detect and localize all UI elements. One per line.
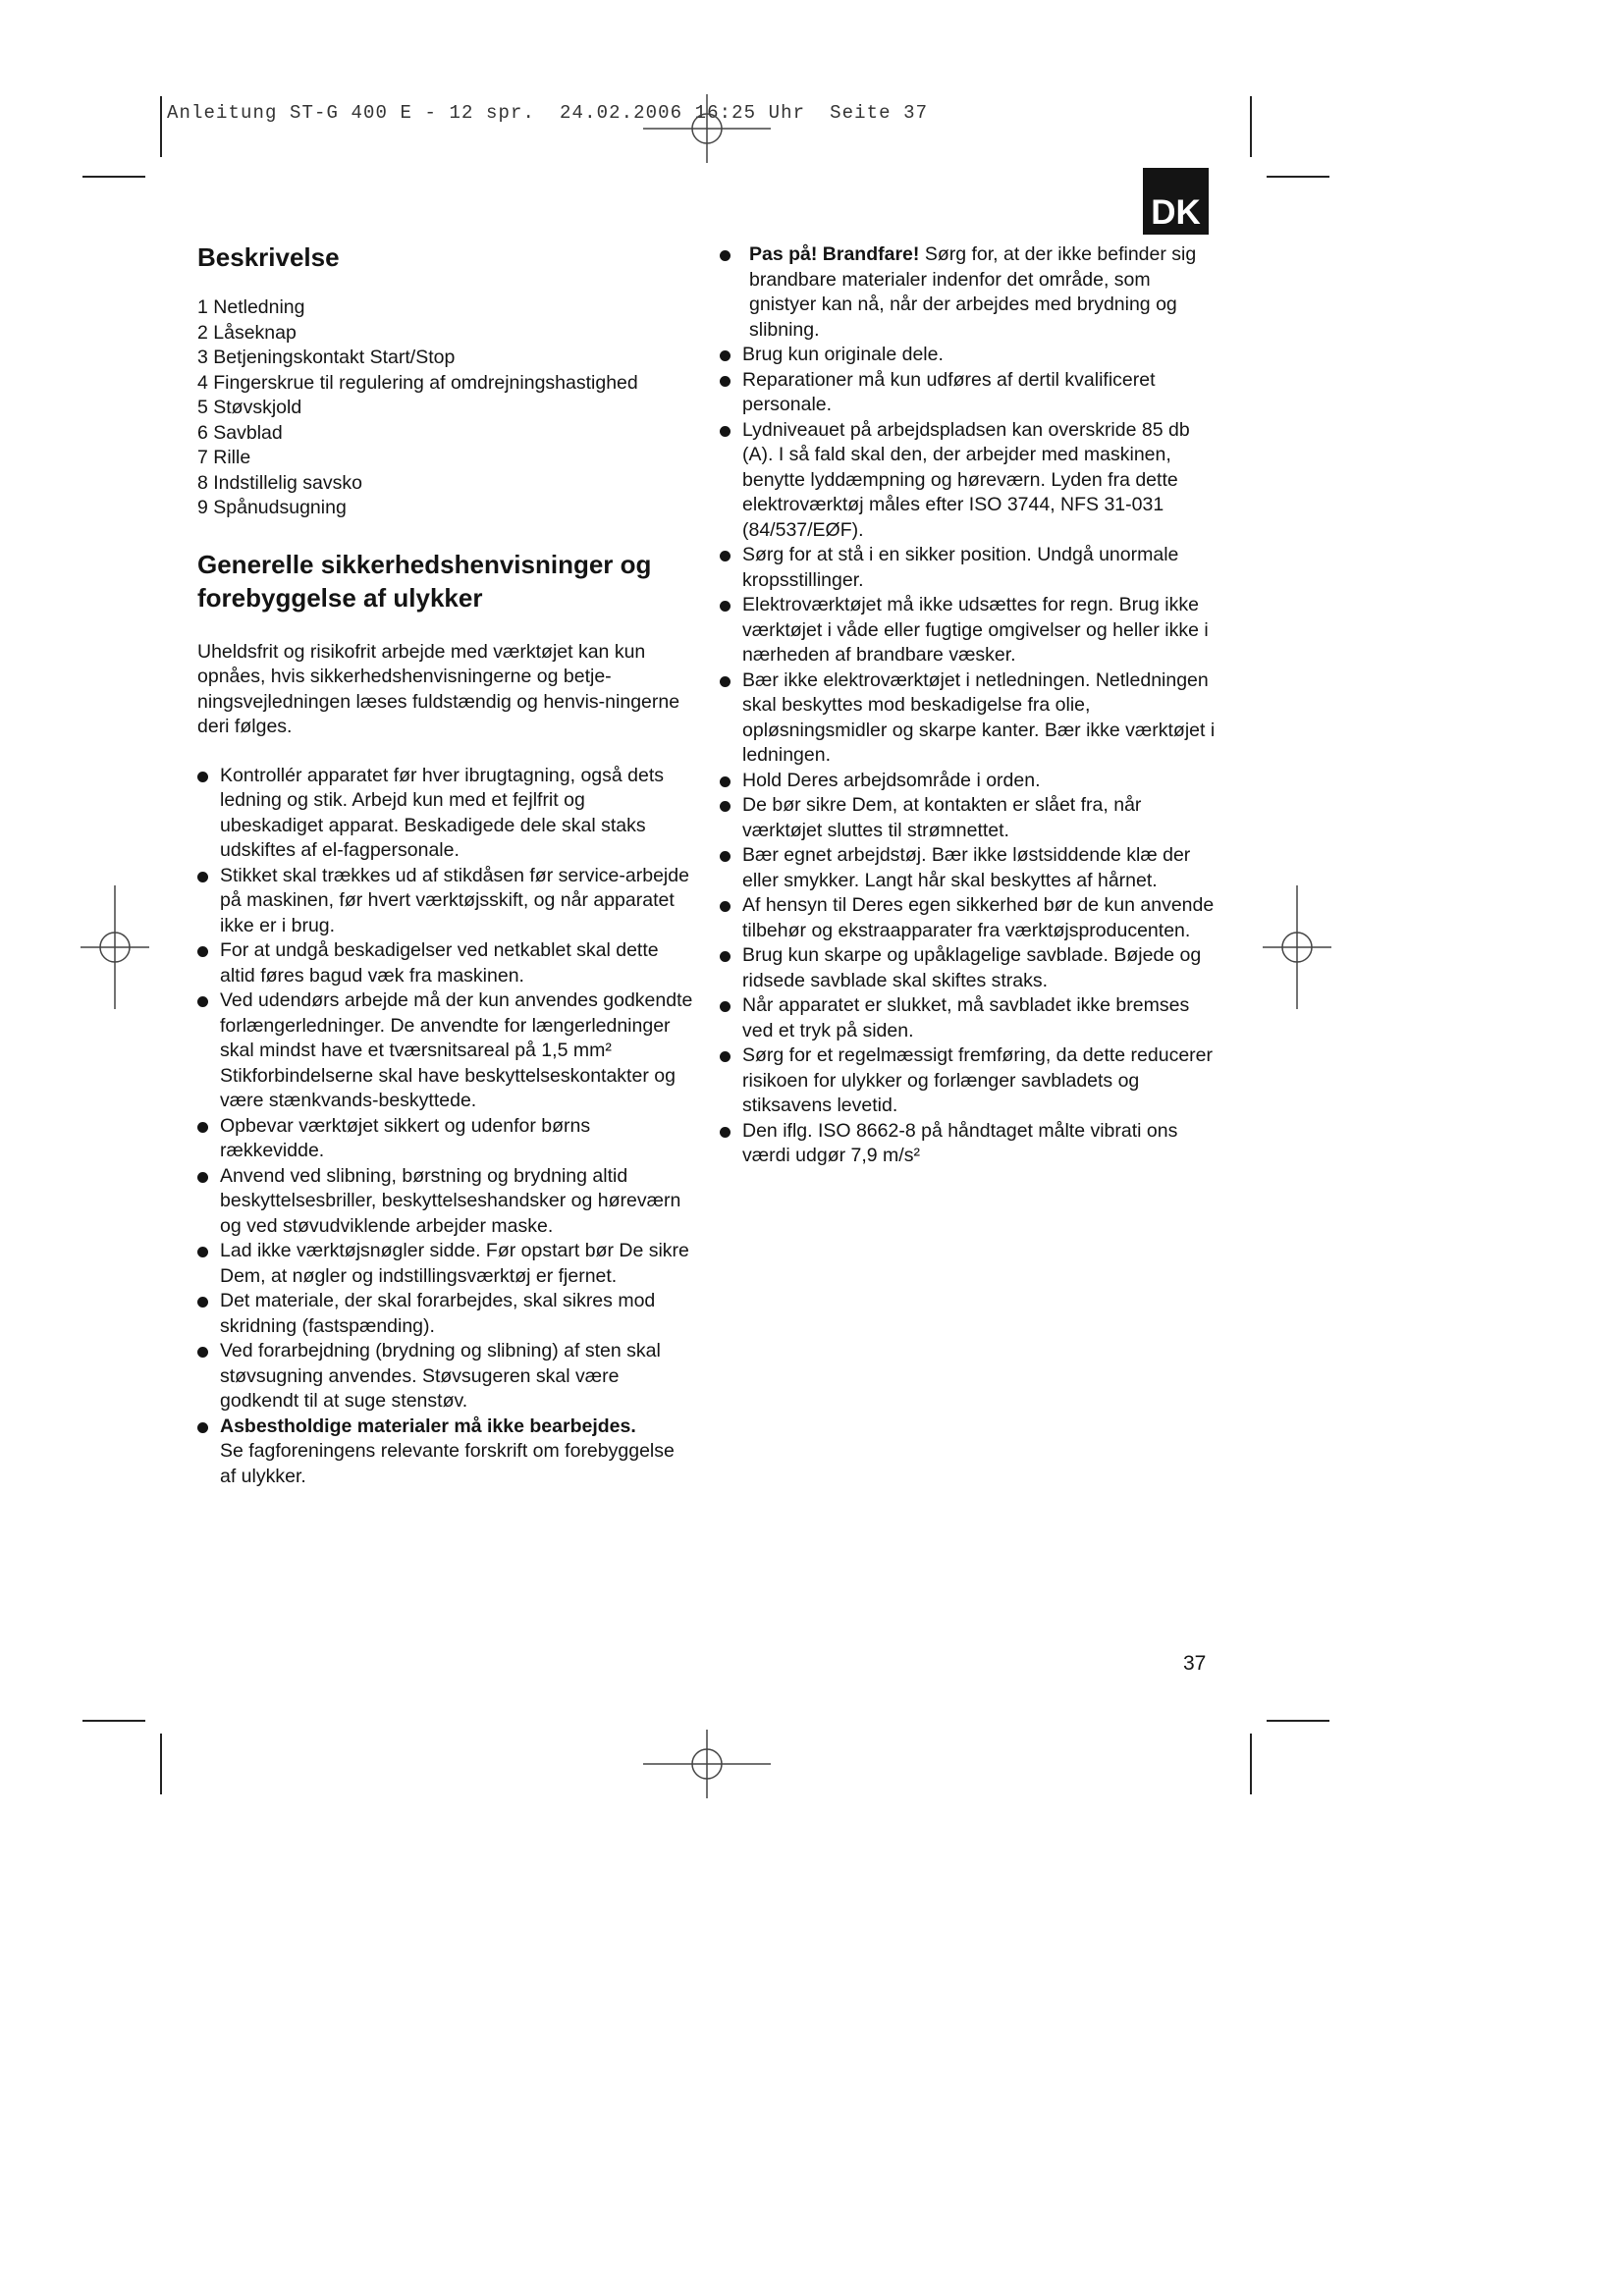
crop-mark-bottom-left-horizontal xyxy=(82,1720,145,1722)
safety-bullet: Hold Deres arbejdsområde i orden. xyxy=(720,769,1216,794)
bullet-dot-icon xyxy=(720,551,731,561)
safety-intro: Uheldsfrit og risikofrit arbejde med værktøjet kan kun opnåes, hvis sikkerhedshenvisningerne og betje-ningsvejledningen læses fuldstændig og henvis-ningerne deri følges. xyxy=(197,640,680,737)
safety-bullet: Ved udendørs arbejde må der kun anvendes godkendte forlængerledninger. De anvendte for længerledninger skal mindst have et tværsnitsareal på 1,5 mm² Stikforbindelserne skal have beskyttelseskontakter og være stænkvands-beskyttede. xyxy=(197,988,693,1114)
safety-bullet: Sørg for et regelmæssigt fremføring, da dette reducerer risikoen for ulykker og forlænger savbladets og stiksavens levetid. xyxy=(720,1043,1216,1119)
bullet-dot-icon xyxy=(197,1122,208,1133)
parts-list-item: 4 Fingerskrue til regulering af omdrejningshastighed xyxy=(197,371,638,394)
bullet-dot-icon xyxy=(720,1001,731,1012)
bullet-dot-icon xyxy=(720,250,731,261)
asbestos-note: Se fagforeningens relevante forskrift om forebyggelse af ulykker. xyxy=(220,1440,675,1487)
registration-mark-bottom-icon xyxy=(643,1730,771,1798)
safety-bullet: Lydniveauet på arbejdspladsen kan overskride 85 db (A). I så fald skal den, der arbejder med maskinen, benytte lyddæmpning og høreværn. Lyden fra dette elektroværktøj måles efter ISO 3744, NFS 31-031 (84/537/EØF). xyxy=(720,418,1216,544)
bullet-dot-icon xyxy=(720,776,731,787)
registration-mark-left-icon xyxy=(81,885,149,1009)
safety-bullet: Stikket skal trækkes ud af stikdåsen før service-arbejde på maskinen, før hvert værktøjsskift, og når apparatet ikke er i brug. xyxy=(197,864,693,939)
safety-bullet: Den iflg. ISO 8662-8 på håndtaget målte vibrati ons værdi udgør 7,9 m/s² xyxy=(720,1119,1216,1169)
crop-mark-bottom-right-horizontal xyxy=(1267,1720,1329,1722)
bullet-dot-icon xyxy=(197,946,208,957)
bullet-dot-icon xyxy=(720,1127,731,1138)
safety-list-right xyxy=(720,242,1216,1169)
crop-mark-bottom-left-vertical xyxy=(160,1734,162,1794)
safety-list-left xyxy=(197,764,693,1490)
bullet-dot-icon xyxy=(197,1347,208,1358)
safety-bullet-asbestos xyxy=(197,1415,693,1490)
parts-list-item: 6 Savblad xyxy=(197,421,283,444)
safety-heading: Generelle sikkerhedshenvisninger og forebyggelse af ulykker xyxy=(197,549,652,613)
safety-bullet: Sørg for at stå i en sikker position. Undgå unormale kropsstillinger. xyxy=(720,543,1216,593)
safety-bullet: Bær ikke elektroværktøjet i netledningen. Netledningen skal beskyttes mod beskadigelse fra olie, opløsningsmidler og skarpe kanter. Bær ikke værktøjet i ledningen. xyxy=(720,668,1216,769)
bullet-dot-icon xyxy=(197,1297,208,1308)
crop-mark-top-left-vertical xyxy=(160,96,162,157)
safety-bullet: De bør sikre Dem, at kontakten er slået fra, når værktøjet sluttes til strømnettet. xyxy=(720,793,1216,843)
safety-bullet: For at undgå beskadigelser ved netkablet skal dette altid føres bagud væk fra maskinen. xyxy=(197,938,693,988)
description-heading: Beskrivelse xyxy=(197,242,340,272)
registration-mark-top-icon xyxy=(643,94,771,163)
safety-bullet-fire: Pas på! Brandfare! Sørg for, at der ikke befinder sig brandbare materialer indenfor det område, som gnistyer kan nå, når der arbejdes med brydning og slibning. xyxy=(720,242,1216,343)
crop-mark-top-left-horizontal xyxy=(82,176,145,178)
bullet-dot-icon xyxy=(720,1051,731,1062)
safety-bullet: Bær egnet arbejdstøj. Bær ikke løstsiddende klæ der eller smykker. Langt hår skal beskyttes af hårnet. xyxy=(720,843,1216,893)
safety-bullet: Brug kun skarpe og upåklagelige savblade. Bøjede og ridsede savblade skal skiftes straks. xyxy=(720,943,1216,993)
language-badge: DK xyxy=(1143,168,1209,235)
bullet-dot-icon xyxy=(197,772,208,782)
bullet-dot-icon xyxy=(720,951,731,962)
bullet-dot-icon xyxy=(197,872,208,882)
left-column xyxy=(197,240,693,1489)
crop-mark-bottom-right-vertical xyxy=(1250,1734,1252,1794)
parts-list-item: 9 Spånudsugning xyxy=(197,497,347,518)
bullet-dot-icon xyxy=(720,350,731,361)
safety-bullet: Reparationer må kun udføres af dertil kvalificeret personale. xyxy=(720,368,1216,418)
bullet-dot-icon xyxy=(197,996,208,1007)
bullet-dot-icon xyxy=(720,426,731,437)
page-number: 37 xyxy=(1183,1652,1207,1675)
safety-bullet: Når apparatet er slukket, må savbladet ikke bremses ved et tryk på siden. xyxy=(720,993,1216,1043)
safety-bullet: Ved forarbejdning (brydning og slibning) af sten skal støvsugning anvendes. Støvsugeren skal være godkendt til at suge stenstøv. xyxy=(197,1339,693,1415)
bullet-dot-icon xyxy=(720,601,731,612)
safety-bullet: Af hensyn til Deres egen sikkerhed bør de kun anvende tilbehør og ekstraapparater fra værktøjsproducenten. xyxy=(720,893,1216,943)
parts-list-item: 1 Netledning xyxy=(197,296,305,318)
right-column xyxy=(720,242,1216,1169)
bullet-dot-icon xyxy=(197,1247,208,1257)
crop-mark-top-right-vertical xyxy=(1250,96,1252,157)
registration-mark-right-icon xyxy=(1263,885,1331,1009)
safety-bullet: Elektroværktøjet må ikke udsættes for regn. Brug ikke værktøjet i våde eller fugtige omgivelser og heller ikke i nærheden af brandbare væsker. xyxy=(720,593,1216,668)
bullet-dot-icon xyxy=(197,1172,208,1183)
parts-list-item: 3 Betjeningskontakt Start/Stop xyxy=(197,347,456,368)
bullet-dot-icon xyxy=(720,801,731,812)
safety-bullet: Lad ikke værktøjsnøgler sidde. Før opstart bør De sikre Dem, at nøgler og indstillingsværktøj er fjernet. xyxy=(197,1239,693,1289)
safety-bullet: Anvend ved slibning, børstning og brydning altid beskyttelsesbriller, beskyttelseshandsker og høreværn og ved støvudviklende arbejder maske. xyxy=(197,1164,693,1240)
bullet-dot-icon xyxy=(720,901,731,912)
crop-mark-top-right-horizontal xyxy=(1267,176,1329,178)
parts-list xyxy=(197,295,693,521)
parts-list-item: 2 Låseknap xyxy=(197,321,297,344)
parts-list-item: 7 Rille xyxy=(197,447,251,468)
safety-bullet: Brug kun originale dele. xyxy=(720,343,1216,368)
print-header: Anleitung ST-G 400 E - 12 spr. 24.02.2006 16:25 Uhr Seite 37 xyxy=(167,102,929,124)
bullet-dot-icon xyxy=(720,851,731,862)
bullet-dot-icon xyxy=(720,676,731,687)
bullet-dot-icon xyxy=(197,1422,208,1433)
safety-bullet: Kontrollér apparatet før hver ibrugtagning, også dets ledning og stik. Arbejd kun med et fejlfrit og ubeskadiget apparat. Beskadigede dele skal staks udskiftes af el-fagpersonale. xyxy=(197,764,693,864)
fire-warning: Pas på! Brandfare! xyxy=(749,243,920,265)
asbestos-warning: Asbestholdige materialer må ikke bearbejdes. xyxy=(220,1415,636,1437)
parts-list-item: 5 Støvskjold xyxy=(197,397,302,418)
bullet-dot-icon xyxy=(720,376,731,387)
safety-bullet: Det materiale, der skal forarbejdes, skal sikres mod skridning (fastspænding). xyxy=(197,1289,693,1339)
safety-bullet: Opbevar værktøjet sikkert og udenfor børns rækkevidde. xyxy=(197,1114,693,1164)
parts-list-item: 8 Indstillelig savsko xyxy=(197,471,362,494)
